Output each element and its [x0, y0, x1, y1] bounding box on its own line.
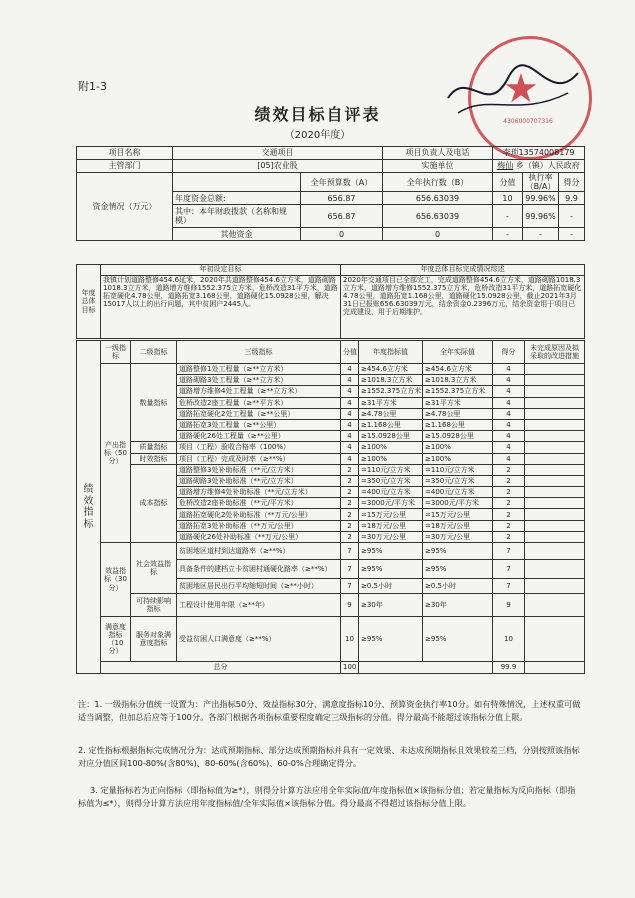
level3-label: 贫困地区居民出行平均缩短时间（≥**小时）	[177, 579, 341, 594]
actual-cell: ≥95%	[423, 543, 493, 560]
target-cell: =3000元/平方米	[359, 498, 423, 509]
score-cell: 4	[341, 453, 359, 464]
reason-cell	[525, 560, 585, 579]
actual-cell: ≥95%	[423, 617, 493, 662]
head-level2: 二级指标	[131, 341, 177, 364]
target-cell: ≥30年	[359, 594, 423, 617]
score-cell: 4	[341, 364, 359, 375]
reason-cell	[525, 579, 585, 594]
actual-cell: =110元/立方米	[423, 464, 493, 475]
project-name-label: 项目名称	[77, 147, 173, 160]
fund-row-label: 其他资金	[173, 228, 301, 241]
target-cell: =350元/立方米	[359, 475, 423, 486]
target-cell: ≥95%	[359, 560, 423, 579]
reason-cell	[525, 464, 585, 475]
dept-label: 主管部门	[77, 160, 173, 173]
score-cell: 2	[341, 498, 359, 509]
reason-cell	[525, 375, 585, 386]
actual-cell: =350元/立方米	[423, 475, 493, 486]
target-cell: ≥95%	[359, 543, 423, 560]
actual-cell: ≥454.6立方米	[423, 364, 493, 375]
fund-row-budget: 0	[301, 228, 383, 241]
actual-cell: =15万元/公里	[423, 509, 493, 520]
fund-row-budget: 656.87	[301, 205, 383, 228]
get-cell: 2	[493, 520, 525, 531]
head-get: 得分	[493, 341, 525, 364]
reason-cell	[525, 543, 585, 560]
col-budget: 全年预算数（A）	[301, 173, 383, 192]
score-cell: 9	[341, 594, 359, 617]
seal-number: 4306000707316	[503, 118, 553, 125]
fund-row-score: -	[493, 228, 523, 241]
group-quality: 质量指标	[131, 442, 177, 453]
score-cell: 4	[341, 397, 359, 408]
target-cell: ≥31平方米	[359, 397, 423, 408]
reason-cell	[525, 431, 585, 442]
reason-cell	[525, 475, 585, 486]
actual-cell: ≥30年	[423, 594, 493, 617]
reason-cell	[525, 442, 585, 453]
level3-label: 项目（工程）验收合格率（100%）	[177, 442, 341, 453]
impl-label: 实施单位	[383, 160, 493, 173]
actual-cell: ≥4.78公里	[423, 408, 493, 419]
actual-cell: ≥95%	[423, 560, 493, 579]
fund-row-exec: 656.63039	[383, 192, 493, 205]
level3-label: 道路砌路3处补助标准（**元/立方米）	[177, 475, 341, 486]
plan-text: 我镇计划道路整修454.6延米，2020年共道路整修454.6立方米，道路砌路1018.3立方米，道路增方维修1552.375立方米，危桥改造31平方米，道路拓宽硬化4.78公里，道路拓宽3.168公里，道路硬化15.0928公里，解决15017人以上的出行问题，其中贫困户2445人。	[101, 276, 341, 339]
target-cell: ≥100%	[359, 442, 423, 453]
col-rate: 执行率（B/A）	[523, 173, 559, 192]
target-cell: ≥1552.375立方米	[359, 386, 423, 397]
col-score: 分值	[493, 173, 523, 192]
annual-goal-table	[76, 264, 585, 339]
group-sustain: 可持续影响指标	[131, 594, 177, 617]
level3-label: 项目（工程）完成及时率（≥**%）	[177, 453, 341, 464]
group-social: 社会效益指标	[131, 543, 177, 594]
get-cell: 2	[493, 487, 525, 498]
col-get: 得分	[559, 173, 585, 192]
total-reason	[525, 662, 585, 674]
level3-label: 道路硬化26处补助标准（**万元/公里）	[177, 531, 341, 542]
impl-value	[493, 160, 585, 173]
score-cell: 2	[341, 475, 359, 486]
group-quantity: 数量指标	[131, 364, 177, 442]
done-text: 2020年交通项目已全部完工，完成道路整修454.6立方米，道路砌路1018.3立方米，道路增方维修1552.375立方米，危桥改造31平方米，道路拓宽硬化4.78公里，道路拓宽1.168公里，道路硬化15.0928公里，截止2021年3月31日已报账656.63039万元，结余资金0.2396万元，结余资金用于项目已完成建设，用于后期维护。	[341, 276, 585, 339]
reason-cell	[525, 453, 585, 464]
head-target: 年度指标值	[359, 341, 423, 364]
actual-cell: ≥100%	[423, 442, 493, 453]
target-cell: ≥454.6立方米	[359, 364, 423, 375]
get-cell: 7	[493, 543, 525, 560]
target-cell: ≥1.168公里	[359, 419, 423, 430]
reason-cell	[525, 386, 585, 397]
level3-label: 受益贫困人口满意度（≥**%）	[177, 617, 341, 662]
score-cell: 4	[341, 442, 359, 453]
actual-cell: =30万元/公里	[423, 531, 493, 542]
fund-row-exec: 0	[383, 228, 493, 241]
get-cell: 4	[493, 419, 525, 430]
level3-label: 道路整修3处补助标准（**元/立方米）	[177, 464, 341, 475]
actual-cell: =400元/立方米	[423, 487, 493, 498]
fund-row-score: -	[493, 205, 523, 228]
signature-scribble	[438, 58, 588, 128]
fund-row-budget: 656.87	[301, 192, 383, 205]
target-cell: =18万元/公里	[359, 520, 423, 531]
fund-row-label: 年度资金总额:	[173, 192, 301, 205]
get-cell: 4	[493, 364, 525, 375]
actual-cell: ≥1.168公里	[423, 419, 493, 430]
done-heading: 年度总体目标完成情况综述	[341, 265, 585, 276]
level3-label: 危桥改造2座补助标准（**元/平方米）	[177, 498, 341, 509]
fund-row-rate: -	[523, 228, 559, 241]
actual-cell: ≥31平方米	[423, 397, 493, 408]
get-cell: 4	[493, 397, 525, 408]
target-cell: ≥100%	[359, 453, 423, 464]
fund-row-get: 9.9	[559, 192, 585, 205]
indicator-table	[76, 340, 585, 674]
note-2: 2. 定性指标根据指标完成情况分为：达成预期指标、部分达成预期指标并具有一定效果、未达成预期指标且效果较差三档，分别按照该指标对应分值区间100-80%(含80%)、80-60%(含60%)、60-0%合理确定得分。	[78, 745, 580, 768]
target-cell: =400元/立方米	[359, 487, 423, 498]
group-cost: 成本指标	[131, 464, 177, 542]
reason-cell	[525, 498, 585, 509]
leader-value: 李琐13574008179	[493, 147, 585, 160]
level3-label: 危桥改造2座工程量（≥**平方米）	[177, 397, 341, 408]
group-satisfaction: 服务对象满意度指标	[131, 617, 177, 662]
target-cell: ≥4.78公里	[359, 408, 423, 419]
level3-label: 道路拓宽硬化2处工程量（≥**公里）	[177, 408, 341, 419]
reason-cell	[525, 364, 585, 375]
reason-cell	[525, 419, 585, 430]
reason-cell	[525, 594, 585, 617]
score-cell: 4	[341, 386, 359, 397]
total-score: 100	[341, 662, 359, 674]
target-cell: =110元/立方米	[359, 464, 423, 475]
leader-label: 项目负责人及电话	[383, 147, 493, 160]
level3-label: 道路整修1处工程量（≥**立方米）	[177, 364, 341, 375]
actual-cell: ≥1552.375立方米	[423, 386, 493, 397]
score-cell: 4	[341, 419, 359, 430]
fund-row-get: -	[559, 205, 585, 228]
fund-row-label: 其中：本年财政拨款（名称和规模）	[173, 205, 301, 228]
indicator-side-label: 绩效指标	[77, 341, 101, 674]
head-level3: 三级指标	[177, 341, 341, 364]
plan-heading: 年初设定目标	[101, 265, 341, 276]
get-cell: 4	[493, 442, 525, 453]
group-time: 时效指标	[131, 453, 177, 464]
score-cell: 4	[341, 431, 359, 442]
total-get: 99.9	[493, 662, 525, 674]
col-exec: 全年执行数（B）	[383, 173, 493, 192]
impl-town: 梅仙	[497, 161, 514, 171]
actual-cell: ≥15.0928公里	[423, 431, 493, 442]
total-blank	[359, 662, 493, 674]
get-cell: 2	[493, 475, 525, 486]
level3-label: 道路增方维修4处工程量（≥**立方米）	[177, 386, 341, 397]
score-cell: 2	[341, 520, 359, 531]
head-level1: 一级指标	[101, 341, 131, 364]
score-cell: 7	[341, 543, 359, 560]
score-cell: 2	[341, 487, 359, 498]
fund-row-get: -	[559, 228, 585, 241]
target-cell: ≥95%	[359, 617, 423, 662]
dept-value: [05]农业股	[173, 160, 383, 173]
fund-row-rate: 99.96%	[523, 205, 559, 228]
target-cell: ≥15.0928公里	[359, 431, 423, 442]
head-actual: 全年实际值	[423, 341, 493, 364]
target-cell: =30万元/公里	[359, 531, 423, 542]
note-3: 3. 定量指标若为正向指标（即指标值为≥*），则得分计算方法应用全年实际值/年度指标值×该指标分值；若定量指标为反向指标（即指标值为≤*），则得分计算方法应用年度指标值/全年实际值×该指标分值。得分最高不得超过该指标分值上限。	[78, 785, 576, 808]
fund-row-score: 10	[493, 192, 523, 205]
level3-label: 道路拓宽硬化2处补助标准（**万元/公里）	[177, 509, 341, 520]
target-cell: ≥1018.3立方米	[359, 375, 423, 386]
output-label: 产出指标（50分）	[101, 364, 131, 543]
score-cell: 2	[341, 531, 359, 542]
level3-label: 道路拓宽3处补助标准（**万元/公里）	[177, 520, 341, 531]
fund-row-rate: 99.96%	[523, 192, 559, 205]
actual-cell: =3000元/平方米	[423, 498, 493, 509]
level3-label: 贫困地区道村到达道路率（≥**%）	[177, 543, 341, 560]
score-cell: 7	[341, 579, 359, 594]
reason-cell	[525, 617, 585, 662]
level3-label: 道路拓宽3处工程量（≥**公里）	[177, 419, 341, 430]
reason-cell	[525, 509, 585, 520]
reason-cell	[525, 520, 585, 531]
get-cell: 10	[493, 617, 525, 662]
head-reason: 未完成原因及拟采取的改进措施	[525, 341, 585, 364]
get-cell: 4	[493, 453, 525, 464]
get-cell: 4	[493, 375, 525, 386]
score-cell: 10	[341, 617, 359, 662]
score-cell: 4	[341, 375, 359, 386]
reason-cell	[525, 531, 585, 542]
page-title: 绩效目标自评表	[254, 105, 381, 124]
get-cell: 9	[493, 594, 525, 617]
get-cell: 7	[493, 579, 525, 594]
annex-label: 附1-3	[78, 80, 107, 93]
benefit-label: 效益指标（30分）	[101, 543, 131, 617]
actual-cell: =18万元/公里	[423, 520, 493, 531]
get-cell: 4	[493, 431, 525, 442]
level3-label: 具备条件的建档立卡贫困村通硬化路率（≥**%）	[177, 560, 341, 579]
fund-row-exec: 656.63039	[383, 205, 493, 228]
actual-cell: ≥1018.3立方米	[423, 375, 493, 386]
level3-label: 道路砌路3处工程量（≥**立方米）	[177, 375, 341, 386]
get-cell: 2	[493, 531, 525, 542]
target-cell: =15万元/公里	[359, 509, 423, 520]
score-cell: 7	[341, 560, 359, 579]
year-label: （2020年度）	[284, 130, 351, 141]
level3-label: 道路增方维修4处补助标准（**元/立方米）	[177, 487, 341, 498]
basic-info-table	[76, 146, 585, 241]
level3-label: 道路硬化26处工程量（≥**公里）	[177, 431, 341, 442]
get-cell: 4	[493, 408, 525, 419]
score-cell: 2	[341, 509, 359, 520]
get-cell: 2	[493, 464, 525, 475]
impl-gov: 乡（镇）人民政府	[515, 161, 580, 171]
head-score: 分值	[341, 341, 359, 364]
get-cell: 2	[493, 509, 525, 520]
get-cell: 4	[493, 386, 525, 397]
get-cell: 2	[493, 498, 525, 509]
score-cell: 4	[341, 408, 359, 419]
actual-cell: ≥0.5小时	[423, 579, 493, 594]
total-label: 总分	[101, 662, 341, 674]
level3-label: 工程设计使用年限（≥**年）	[177, 594, 341, 617]
score-cell: 2	[341, 464, 359, 475]
target-cell: ≥0.5小时	[359, 579, 423, 594]
seal-star-icon: ★	[503, 66, 539, 112]
actual-cell: ≥100%	[423, 453, 493, 464]
funds-blank	[173, 173, 301, 192]
project-name: 交通项目	[173, 147, 383, 160]
reason-cell	[525, 397, 585, 408]
goal-side-label: 年度总体目标	[77, 265, 101, 339]
get-cell: 7	[493, 560, 525, 579]
reason-cell	[525, 408, 585, 419]
satisfaction-label: 满意度指标（10分）	[101, 617, 131, 662]
note-1: 注：1. 一级指标分值统一设置为：产出指标50分、效益指标30分、满意度指标10分、预算资金执行率10分。如有特殊情况，上述权重可做适当调整，但加总后应等于100分。各部门根据各项指标重要程度确定三级指标的分值。得分最高不能超过该指标分值上限。	[78, 699, 581, 722]
funds-label: 资金情况（万元）	[77, 173, 173, 241]
reason-cell	[525, 487, 585, 498]
